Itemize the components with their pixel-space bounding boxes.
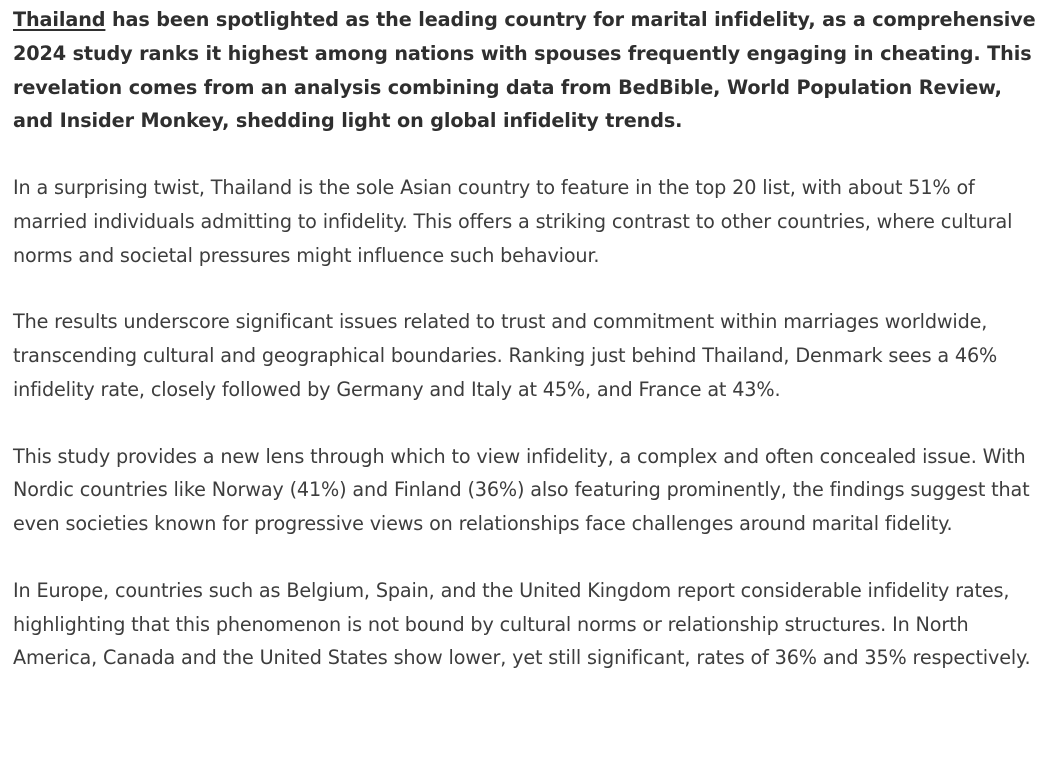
paragraph-2: The results underscore significant issues related to trust and commitment within marriages worldwide, transcending cultural and geographical boundaries. Ranking just behind Thailand, Denmark sees a 46% infidelity rate, closely followed by Germany and Italy at 45%, and France at 43%. — [13, 310, 998, 401]
lead-text: has been spotlighted as the leading country for marital infidelity, as a comprehensive 2024 study ranks it highest among nations with spouses frequently engaging in cheating. This revelation comes from an analysis combining data from BedBible, World Population Review, and Insider Monkey, shedding light on global infidelity trends. — [13, 8, 1036, 133]
thailand-link[interactable]: Thailand — [13, 8, 106, 31]
article-body — [13, 3, 1043, 708]
paragraph-4: In Europe, countries such as Belgium, Spain, and the United Kingdom report considerable infidelity rates, highlighting that this phenomenon is not bound by cultural norms or relationship structures. In North America, Canada and the United States show lower, yet still significant, rates of 36% and 35% respectively. — [13, 578, 1031, 670]
paragraph-1: In a surprising twist, Thailand is the sole Asian country to feature in the top 20 list, with about 51% of married individuals admitting to infidelity. This offers a striking contrast to other countries, where cultural norms and societal pressures might influence such behaviour. — [13, 176, 1013, 267]
paragraph-3: This study provides a new lens through which to view infidelity, a complex and often concealed issue. With Nordic countries like Norway (41%) and Finland (36%) also featuring prominently, the findings suggest that even societies known for progressive views on relationships face challenges around marital fidelity. — [13, 444, 1030, 535]
lead-paragraph — [13, 3, 1043, 138]
